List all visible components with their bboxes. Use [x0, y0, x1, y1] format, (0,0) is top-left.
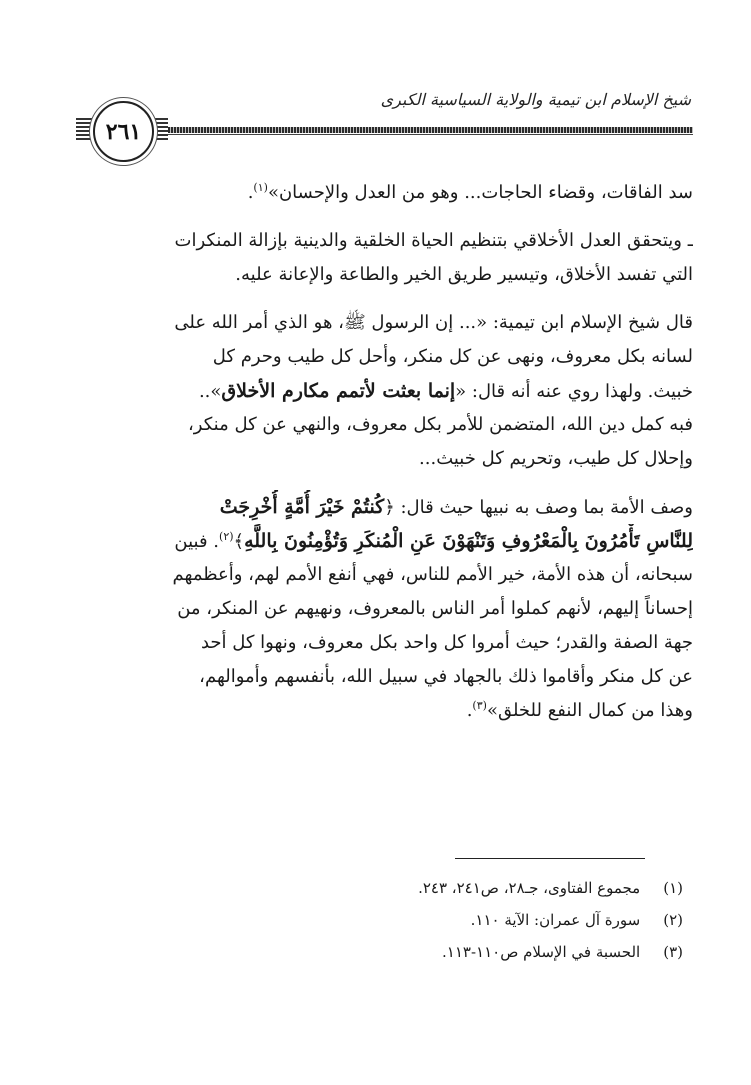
footnote-item	[120, 904, 683, 936]
footnote-number: (٢)	[663, 911, 683, 929]
paragraph-3-line-5: وإحلال كل طيب، وتحريم كل خبيث...	[419, 448, 693, 469]
quran-verse-part-2: لِلنَّاسِ تَأْمُرُونَ بِالْمَعْرُوفِ وَتَنْهَوْنَ عَنِ الْمُنكَرِ وَتُؤْمِنُونَ بِاللَّهِ	[244, 530, 693, 552]
paragraph-4-line-1: وصف الأمة بما وصف به نبيها حيث قال: ﴿كُنتُمْ خَيْرَ أُمَّةٍ أُخْرِجَتْ	[219, 496, 693, 518]
header-ornamental-rule	[150, 127, 693, 133]
footnote-ref-3: (٣)	[472, 699, 487, 712]
paragraph-2-line-1: ـ ويتحقق العدل الأخلاقي بتنظيم الحياة الخلقية والدينية بإزالة المنكرات	[174, 230, 693, 251]
footnote-separator	[455, 858, 645, 859]
paragraph-2-line-2: التي تفسد الأخلاق، وتيسير طريق الخير والطاعة والإعانة عليه.	[235, 264, 693, 285]
footnote-text: سورة آل عمران: الآية ١١٠.	[470, 911, 641, 929]
paragraph-3-line-4: فبه كمل دين الله، المتضمن للأمر بكل معروف، والنهي عن كل منكر،	[187, 414, 693, 435]
paragraph-4-line-3: سبحانه، أن هذه الأمة، خير الأمم للناس، فهي أنفع الأمم لهم، وأعظمهم	[172, 564, 693, 585]
folio-ornament-left	[76, 118, 92, 140]
footnote-item	[120, 936, 683, 968]
page-number-badge	[93, 101, 154, 162]
paragraph-4-line-2: لِلنَّاسِ تَأْمُرُونَ بِالْمَعْرُوفِ وَتَنْهَوْنَ عَنِ الْمُنكَرِ وَتُؤْمِنُونَ بِاللَّهِ﴾$^{(٢)}$. فبين	[174, 530, 693, 552]
hadith-quote: إنما بعثت لأتمم مكارم الأخلاق	[221, 380, 456, 402]
paragraph-1-line-1: سد الفاقات، وقضاء الحاجات... وهو من العدل والإحسان»$^{(١)}$.	[247, 181, 693, 203]
paragraph-4-line-4: إحساناً إليهم، لأنهم كملوا أمر الناس بالمعروف، ونهيهم عن المنكر، من	[177, 598, 693, 619]
main-text	[76, 176, 693, 728]
footnote-text: الحسبة في الإسلام ص١١٠-١١٣.	[442, 943, 641, 961]
page-number: ٢٦١	[105, 118, 142, 145]
paragraph-4-line-5: جهة الصفة والقدر؛ حيث أمروا كل واحد بكل معروف، ونهوا كل أحد	[200, 632, 693, 653]
paragraph-4-line-6: عن كل منكر وأقاموا ذلك بالجهاد في سبيل الله، بأنفسهم وأموالهم،	[199, 666, 693, 687]
footnote-item	[120, 872, 683, 904]
footnote-number: (١)	[663, 879, 683, 897]
paragraph-3-line-2: لسانه بكل معروف، ونهى عن كل منكر، وأحل كل طيب وحرم كل	[212, 346, 693, 367]
footnote-ref-2: (٢)	[219, 530, 234, 543]
paragraph-4-line-7: وهذا من كمال النفع للخلق»$^{(٣)}$.	[466, 699, 693, 721]
quran-verse-part-1: كُنتُمْ خَيْرَ أُمَّةٍ أُخْرِجَتْ	[219, 496, 385, 518]
footnote-ref-1: (١)	[253, 181, 268, 194]
paragraph-3-line-3: خبيث. ولهذا روي عنه أنه قال: «إنما بعثت لأتمم مكارم الأخلاق»..	[198, 380, 693, 402]
paragraph-3-line-1: قال شيخ الإسلام ابن تيمية: «... إن الرسول ﷺ، هو الذي أمر الله على	[174, 312, 693, 333]
footnotes	[120, 872, 683, 968]
header-thin-rule	[150, 134, 693, 135]
footnote-text: مجموع الفتاوى، جـ٢٨، ص٢٤١، ٢٤٣.	[418, 879, 641, 897]
running-title: شيخ الإسلام ابن تيمية والولاية السياسية الكبرى	[380, 90, 691, 109]
folio-ornament-right	[152, 118, 168, 140]
footnote-number: (٣)	[663, 943, 683, 961]
